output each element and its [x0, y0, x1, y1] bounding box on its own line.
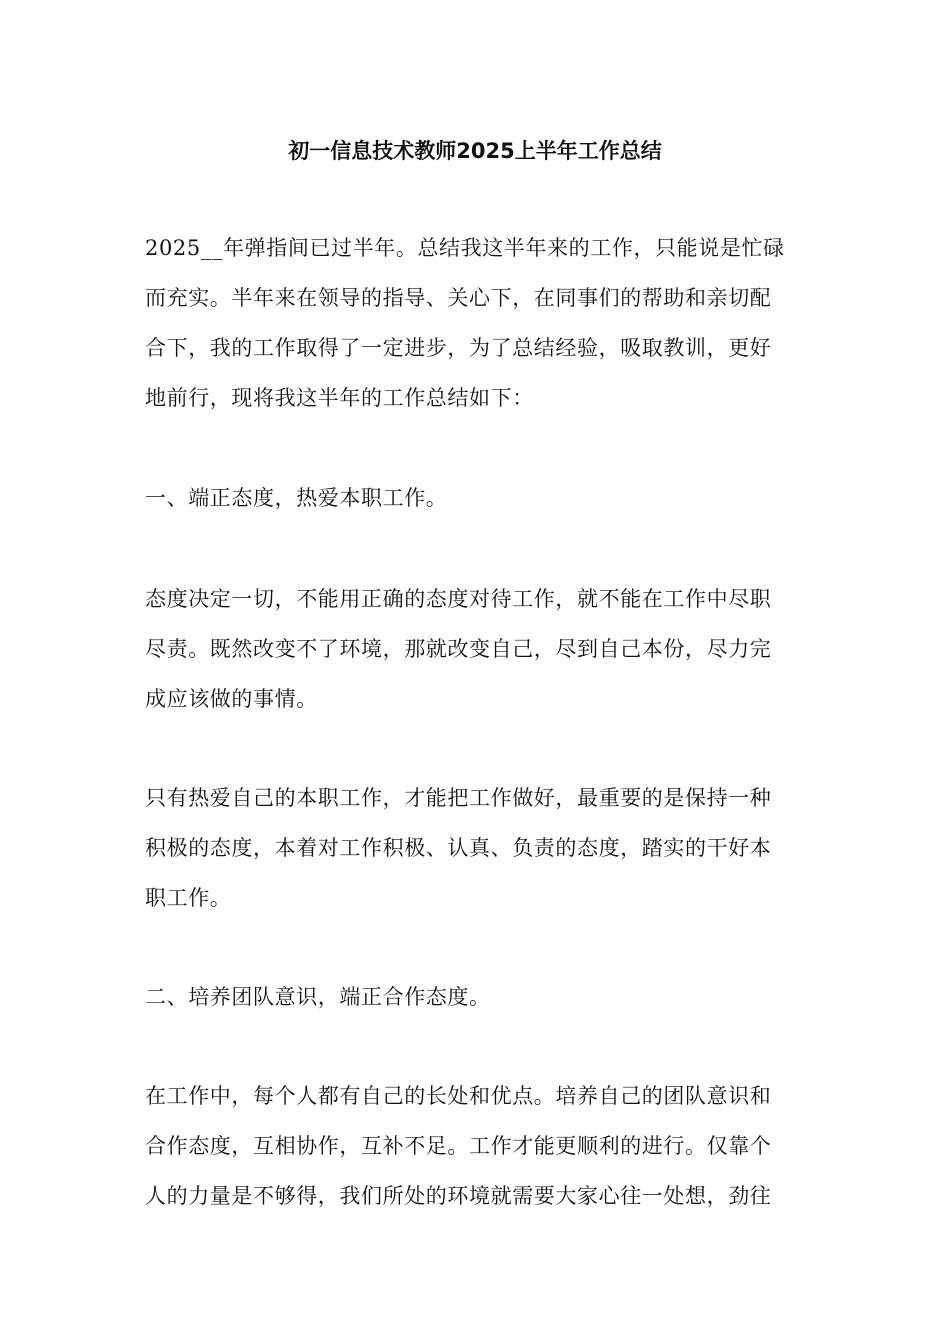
section-heading-1	[145, 473, 807, 523]
paragraph-line: 职工作。	[145, 886, 232, 910]
paragraph-line: 成应该做的事情。	[145, 687, 318, 711]
paragraph-love-work	[145, 773, 807, 923]
paragraph-line: 人的力量是不够得，我们所处的环境就需要大家心往一处想，劲往	[145, 1184, 772, 1208]
paragraph-teamwork	[145, 1071, 807, 1221]
section-heading-line: 一、端正态度，热爱本职工作。	[145, 486, 448, 510]
paragraph-attitude	[145, 574, 807, 724]
paragraph-line: 只有热爱自己的本职工作，才能把工作做好，最重要的是保持一种	[145, 786, 772, 810]
paragraph-line: 2025__年弹指间已过半年。总结我这半年来的工作，只能说是忙碌	[145, 236, 785, 260]
paragraph-line: 态度决定一切，不能用正确的态度对待工作，就不能在工作中尽职	[145, 587, 772, 611]
paragraph-line: 地前行，现将我这半年的工作总结如下：	[145, 386, 534, 410]
paragraph-line: 在工作中，每个人都有自己的长处和优点。培养自己的团队意识和	[145, 1084, 772, 1108]
section-heading-line: 二、培养团队意识，端正合作态度。	[145, 985, 491, 1009]
paragraph-intro	[145, 223, 807, 423]
section-heading-2	[145, 972, 807, 1022]
paragraph-line: 而充实。半年来在领导的指导、关心下，在同事们的帮助和亲切配	[145, 286, 772, 310]
paragraph-line: 合作态度，互相协作，互补不足。工作才能更顺利的进行。仅靠个	[145, 1134, 772, 1158]
document-title: 初一信息技术教师2025上半年工作总结	[288, 139, 662, 163]
paragraph-line: 积极的态度，本着对工作积极、认真、负责的态度，踏实的干好本	[145, 836, 772, 860]
paragraph-line: 尽责。既然改变不了环境，那就改变自己，尽到自己本份，尽力完	[145, 637, 772, 661]
paragraph-line: 合下，我的工作取得了一定进步，为了总结经验，吸取教训，更好	[145, 336, 772, 360]
